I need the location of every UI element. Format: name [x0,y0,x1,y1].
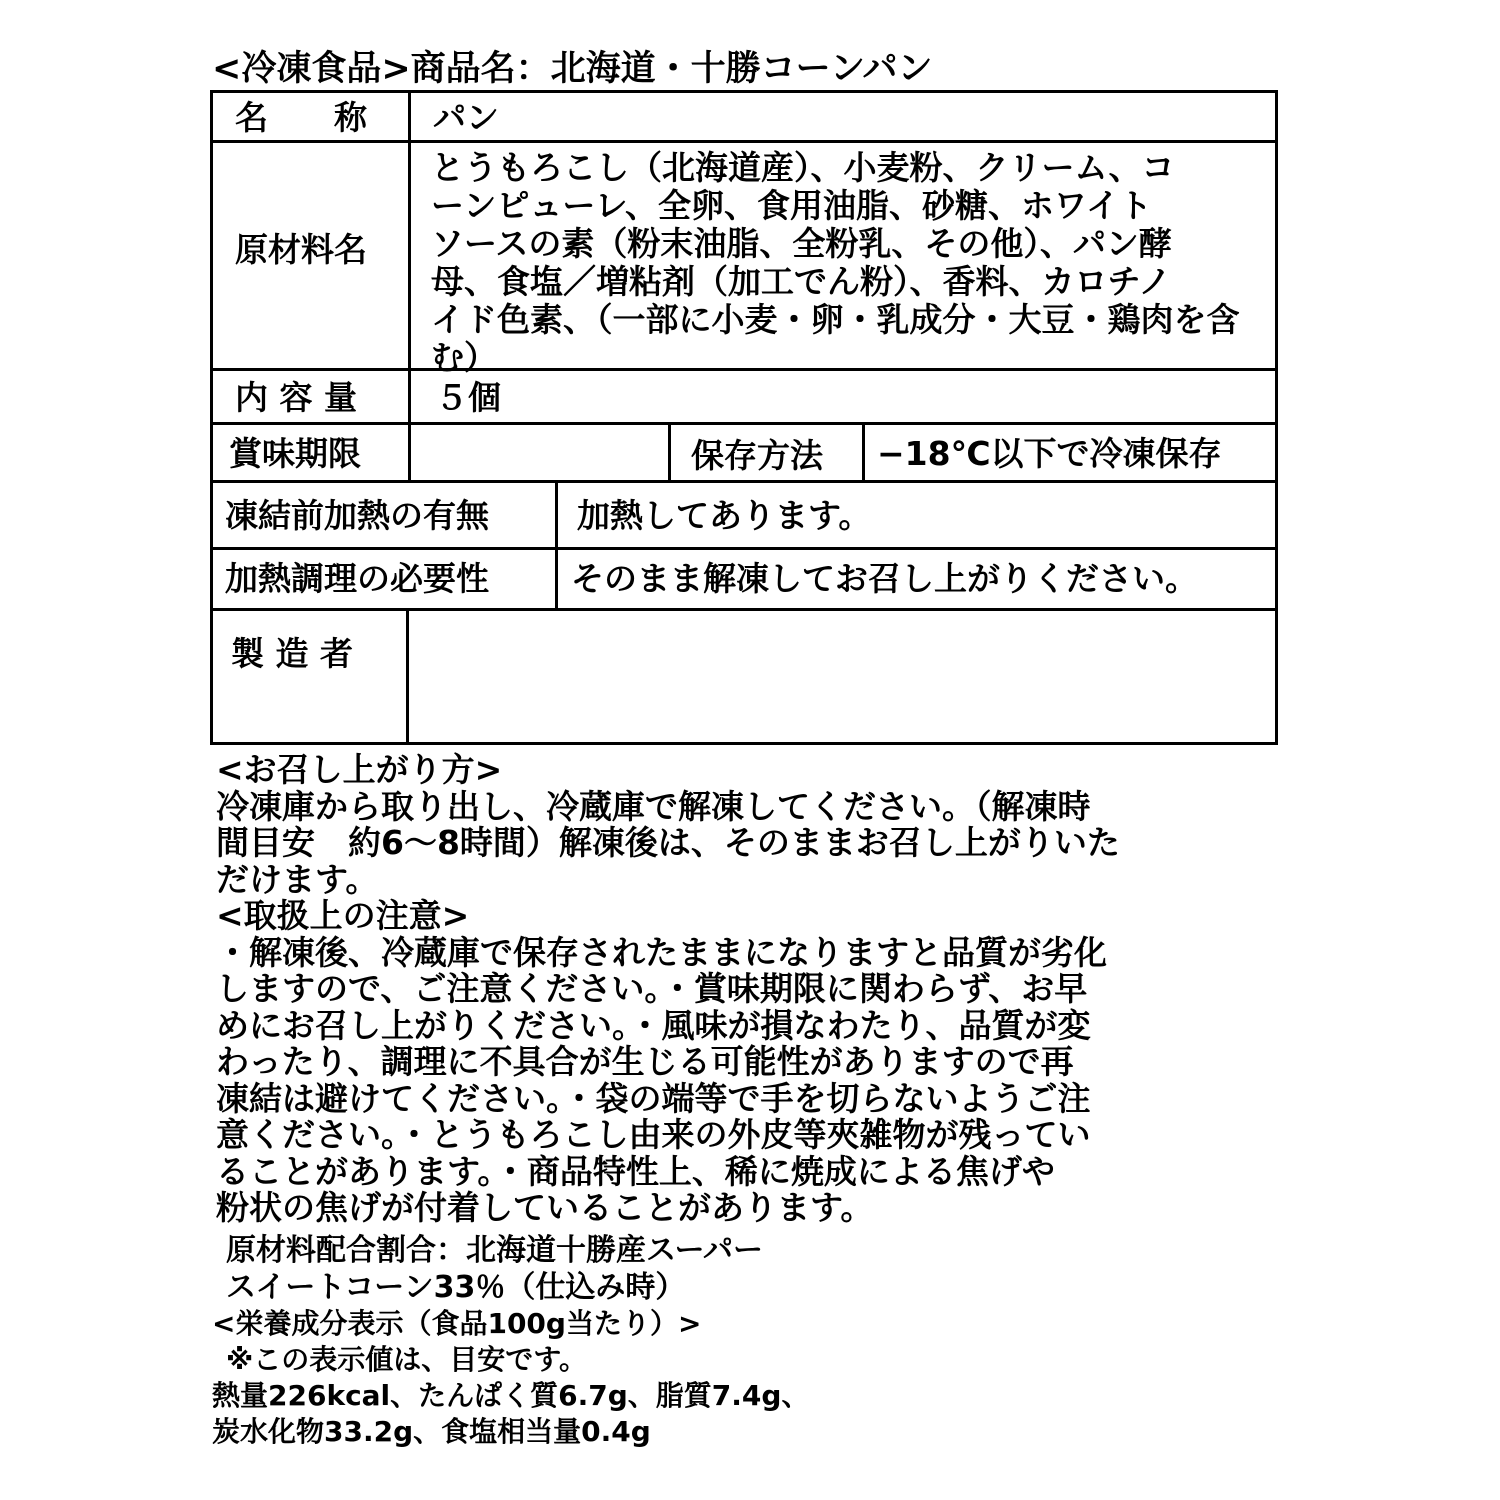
how-to-eat [216,752,1120,1227]
row-preheat [213,483,1275,550]
ratio-line: 原材料配合割合：北海道十勝産スーパー [226,1233,763,1268]
preheat-value: 加熱してあります。 [577,496,872,535]
ingredients-label: 原材料名 [235,230,367,269]
name-value: パン [433,98,499,137]
caution-line: めにお召し上がりください。・風味が損なわたり、品質が変 [216,1005,1091,1045]
ingredients-value [431,149,1240,377]
content-value: ５個 [435,378,501,417]
how-to-eat-heading: <お召し上がり方> [216,750,503,789]
row-expiry-storage [213,425,1275,483]
ingredients-line: とうもろこし（北海道産）、小麦粉、クリーム、コ [431,148,1175,187]
row-content [213,371,1275,425]
nutrition-line: 炭水化物33.2g、食塩相当量0.4g [212,1415,651,1448]
cautions-heading: <取扱上の注意> [216,896,470,935]
row-cooking [213,550,1275,611]
caution-line: 凍結は避けてください。・袋の端等で手を切らないようご注 [216,1078,1091,1118]
caution-line: 粉状の焦げが付着していることがあります。 [216,1188,874,1227]
nutrition [212,1306,809,1450]
label-table [210,90,1278,745]
preheat-label: 凍結前加熱の有無 [225,496,489,535]
cooking-label: 加熱調理の必要性 [225,559,489,598]
how-to-eat-line: だけます。 [216,859,379,899]
cooking-value: そのまま解凍してお召し上がりください。 [571,559,1198,598]
caution-line: ・解凍後、冷蔵庫で保存されたままになりますと品質が劣化 [216,932,1107,972]
content-label: 内 容 量 [235,378,357,417]
nutrition-note: ※この表示値は、目安です。 [226,1343,587,1376]
ingredients-line: ソースの素（粉末油脂、全粉乳、その他）、パン酵 [431,224,1172,263]
row-maker [213,611,1275,745]
nutrition-heading: <栄養成分表示（食品100g当たり）> [212,1307,702,1340]
caution-line: わったり、調理に不具合が生じる可能性がありますので再 [216,1042,1074,1081]
ratio-line: スイートコーン33％（仕込み時） [226,1270,686,1305]
caution-line: 意ください。・とうもろこし由来の外皮等夾雑物が残ってい [216,1115,1091,1154]
how-to-eat-line: 冷凍庫から取り出し、冷蔵庫で解凍してください。（解凍時 [216,786,1091,826]
row-ingredients [213,143,1275,377]
ingredients-line: む） [431,338,497,377]
storage-value: −18℃以下で冷凍保存 [877,434,1222,473]
product-title: <冷凍食品>商品名：北海道・十勝コーンパン [212,49,933,89]
ingredients-line: ーンピューレ、全卵、食用油脂、砂糖、ホワイト [431,186,1153,225]
maker-label: 製 造 者 [231,634,353,673]
storage-label: 保存方法 [691,436,823,475]
name-label: 名 称 [235,98,367,137]
ingredients-line: イド色素、（一部に小麦・卵・乳成分・大豆・鶏肉を含 [431,300,1240,339]
ingredients-line: 母、食塩／増粘剤（加工でん粉）、香料、カロチノ [431,262,1172,301]
how-to-eat-line: 間目安 約6〜8時間）解凍後は、そのままお召し上がりいた [216,823,1120,862]
nutrition-line: 熱量226kcal、たんぱく質6.7g、脂質7.4g、 [212,1379,810,1412]
ingredient-ratio [226,1232,763,1306]
expiry-label: 賞味期限 [229,434,361,473]
caution-line: しますので、ご注意ください。・賞味期限に関わらず、お早 [216,969,1088,1008]
caution-line: ることがあります。・商品特性上、稀に焼成による焦げや [216,1151,1055,1191]
row-name [213,93,1275,143]
